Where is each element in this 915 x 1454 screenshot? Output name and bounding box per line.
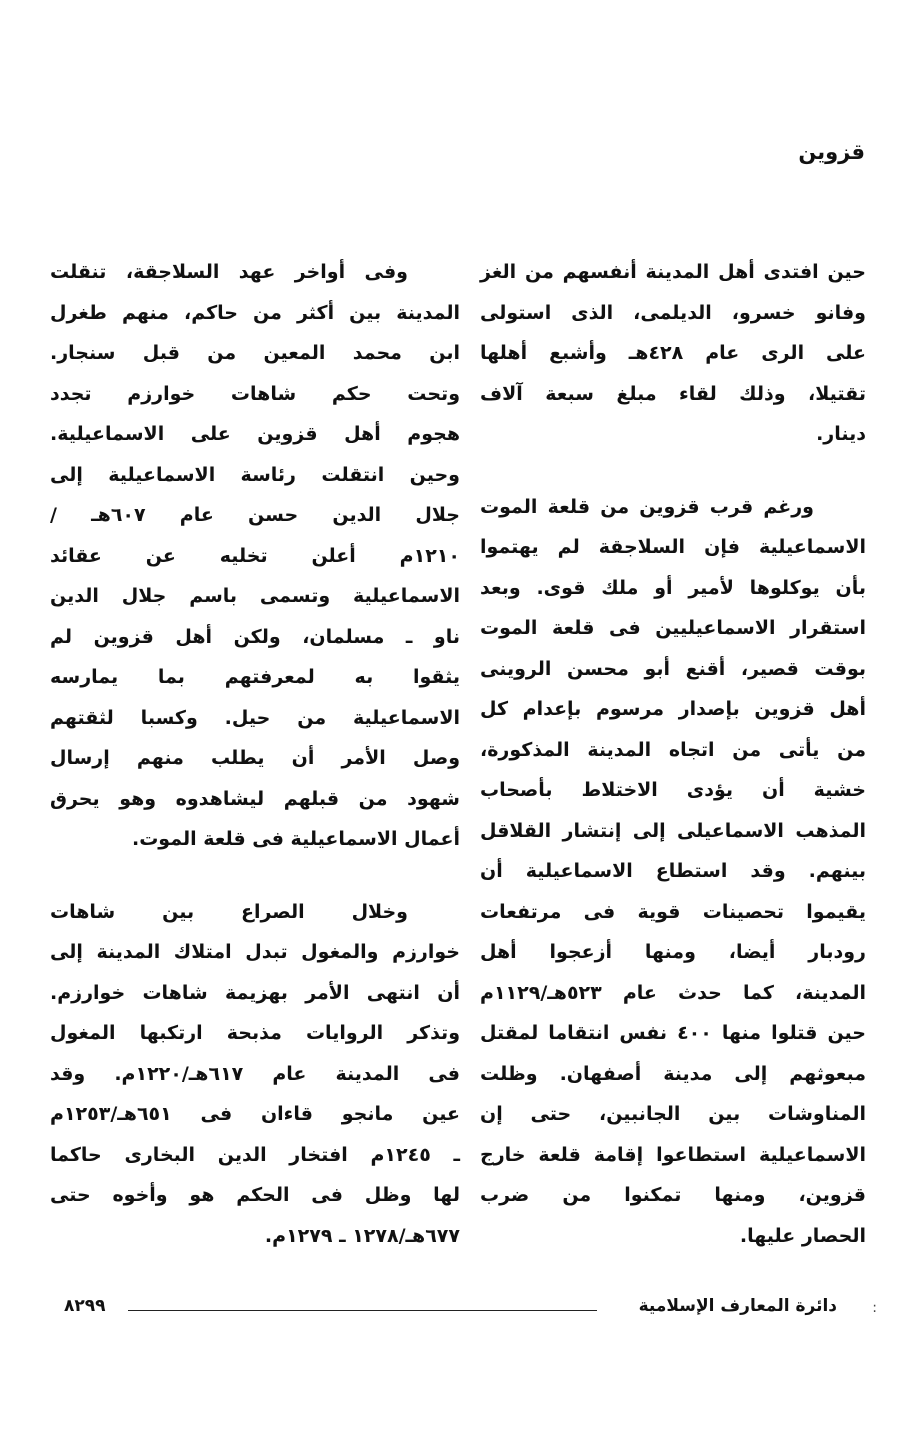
- text-line: استقرار الاسماعيليين فى قلعة الموت: [480, 617, 866, 639]
- text-line: بينهم. وقد استطاع الاسماعيلية أن: [480, 860, 866, 882]
- text-line: رودبار أيضا، ومنها أزعجوا أهل: [480, 941, 866, 963]
- text-line: بأن يوكلوها لأمير أو ملك قوى. وبعد: [480, 576, 866, 599]
- text-line: خوارزم والمغول تبدل امتلاك المدينة إلى: [50, 941, 460, 963]
- right-column: [480, 252, 866, 1288]
- text-line: شهود من قبلهم ليشاهدوه وهو يحرق: [50, 787, 460, 810]
- text-line: يثقوا به لمعرفتهم بما يمارسه: [50, 666, 460, 688]
- text-line: وفى أواخر عهد السلاجقة، تنقلت: [50, 261, 408, 283]
- text-line: مبعوثهم إلى مدينة أصفهان. وظلت: [480, 1062, 866, 1085]
- text-line: قزوين، ومنها تمكنوا من ضرب: [480, 1184, 866, 1206]
- text-line: تقتيلا، وذلك لقاء مبلغ سبعة آلاف: [480, 382, 866, 405]
- paragraph: [50, 892, 460, 1257]
- left-column: [50, 252, 460, 1288]
- text-line: أهل قزوين بإصدار مرسوم بإعدام كل: [480, 698, 866, 720]
- text-line: ١٢١٠م أعلن تخليه عن عقائد: [50, 544, 460, 567]
- text-line: الحصار عليها.: [739, 1224, 866, 1247]
- paragraph: [480, 487, 866, 1257]
- text-line: وخلال الصراع بين شاهات: [50, 900, 408, 923]
- text-line: أعمال الاسماعيلية فى قلعة الموت.: [131, 828, 460, 850]
- margin-mark: :: [872, 1300, 877, 1316]
- text-line: عين مانجو قاءان فى ٦٥١هـ/١٢٥٣م: [50, 1103, 460, 1125]
- text-line: المدينة، كما حدث عام ٥٢٣هـ/١١٢٩م: [480, 981, 866, 1004]
- paragraph: [50, 252, 460, 860]
- text-line: فى المدينة عام ٦١٧هـ/١٢٢٠م. وقد: [50, 1062, 461, 1085]
- text-line: ورغم قرب قزوين من قلعة الموت: [480, 495, 814, 518]
- text-line: هجوم أهل قزوين على الاسماعيلية.: [50, 423, 460, 445]
- text-line: حين افتدى أهل المدينة أنفسهم من الغز: [480, 261, 866, 283]
- text-line: لها وظل فى الحكم هو وأخوه حتى: [50, 1184, 460, 1206]
- text-line: المذهب الاسماعيلى إلى إنتشار القلاقل: [480, 819, 866, 842]
- footer-divider: [128, 1310, 597, 1311]
- text-line: أن انتهى الأمر بهزيمة شاهات خوارزم.: [50, 981, 460, 1004]
- text-line: وتحت حكم شاهات خوارزم تجدد: [50, 382, 460, 405]
- text-line: الاسماعيلية وتسمى باسم جلال الدين: [50, 585, 460, 607]
- text-line: المناوشات بين الجانبين، حتى إن: [480, 1103, 866, 1125]
- page-number: ٨٢٩٩: [64, 1296, 106, 1316]
- text-line: وفانو خسرو، الديلمى، الذى استولى: [480, 301, 866, 324]
- text-line: الاسماعيلية استطاعوا إقامة قلعة خارج: [480, 1143, 866, 1166]
- text-line: بوقت قصير، أقنع أبو محسن الروينى: [480, 657, 866, 680]
- running-head-title: قزوين: [798, 140, 865, 164]
- text-line: المدينة بين أكثر من حاكم، منهم طغرل: [50, 301, 460, 324]
- text-line: ـ ١٢٤٥م افتخار الدين البخارى حاكما: [50, 1143, 461, 1166]
- text-line: حين قتلوا منها ٤٠٠ نفس انتقاما لمقتل: [480, 1022, 866, 1044]
- text-line: وصل الأمر أن يطلب منهم إرسال: [50, 747, 460, 769]
- text-line: ٦٧٧هـ/١٢٧٨ ـ ١٢٧٩م.: [264, 1224, 460, 1247]
- text-line: ابن محمد المعين من قبل سنجار.: [50, 342, 460, 364]
- paragraph: [480, 252, 866, 455]
- text-line: وتذكر الروايات مذبحة ارتكبها المغول: [50, 1022, 460, 1044]
- text-line: دينار.: [816, 423, 866, 445]
- text-line: ناو ـ مسلمان، ولكن أهل قزوين لم: [50, 625, 460, 648]
- text-line: الاسماعيلية من حيل. وكسبا لثقتهم: [50, 706, 460, 729]
- text-line: خشية أن يؤدى الاختلاط بأصحاب: [480, 779, 866, 801]
- page-footer: [64, 1296, 865, 1322]
- text-line: من يأتى من اتجاه المدينة المذكورة،: [480, 738, 866, 761]
- text-line: على الرى عام ٤٢٨هـ وأشبع أهلها: [480, 342, 866, 364]
- footer-publication-title: دائرة المعارف الإسلامية: [638, 1296, 837, 1316]
- text-line: الاسماعيلية فإن السلاجقة لم يهتموا: [480, 536, 866, 558]
- text-line: يقيموا تحصينات قوية فى مرتفعات: [480, 900, 866, 923]
- text-line: وحين انتقلت رئاسة الاسماعيلية إلى: [50, 463, 460, 486]
- text-line: جلال الدين حسن عام ٦٠٧هـ /: [50, 504, 460, 526]
